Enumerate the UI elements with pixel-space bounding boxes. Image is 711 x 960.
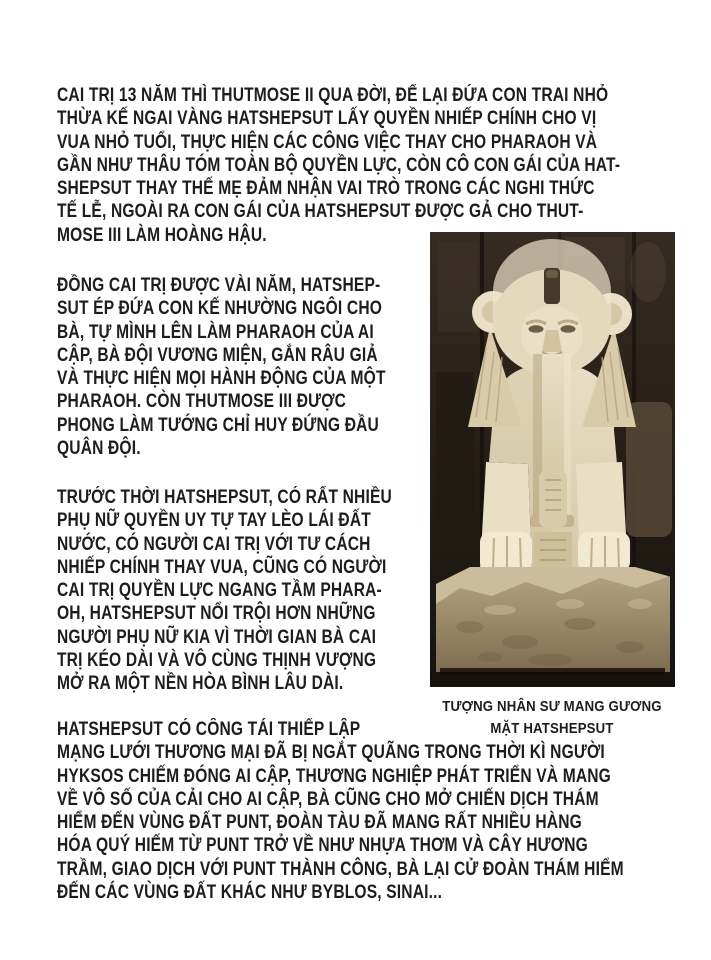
text-line: TẾ LỄ, NGOÀI RA CON GÁI CỦA HATSHEPSUT ĐƯỢC GẢ CHO THUT- bbox=[57, 201, 584, 223]
text-line: BÀ, TỰ MÌNH LÊN LÀM PHARAOH CỦA AI bbox=[57, 321, 374, 343]
text-line: MOSE III LÀM HOÀNG HẬU. bbox=[57, 224, 267, 246]
photo-caption bbox=[438, 696, 667, 739]
text-line: VUA NHỎ TUỔI, THỰC HIỆN CÁC CÔNG VIỆC THAY CHO PHARAOH VÀ bbox=[57, 131, 598, 153]
hatshepsut-sphinx-photo bbox=[430, 232, 675, 687]
text-line: MỞ RA MỘT NỀN HÒA BÌNH LÂU DÀI. bbox=[57, 673, 344, 695]
caption-line: TƯỢNG NHÂN SƯ MANG GƯƠNG bbox=[442, 698, 662, 715]
text-line: NƯỚC, CÓ NGƯỜI CAI TRỊ VỚI TƯ CÁCH bbox=[57, 533, 371, 555]
text-line: PHỤ NỮ QUYỀN UY TỰ TAY LÈO LÁI ĐẤT bbox=[57, 510, 371, 532]
text-line: ĐỒNG CAI TRỊ ĐƯỢC VÀI NĂM, HATSHEP- bbox=[57, 275, 381, 296]
text-line: OH, HATSHEPSUT NỔI TRỘI HƠN NHỮNG bbox=[57, 603, 376, 625]
paragraph-4 bbox=[57, 718, 624, 904]
paragraph-1 bbox=[57, 84, 620, 247]
text-line: CAI TRỊ 13 NĂM THÌ THUTMOSE II QUA ĐỜI, ĐỂ LẠI ĐỨA CON TRAI NHỎ bbox=[57, 85, 609, 106]
text-line: VỀ VÔ SỐ CỦA CẢI CHO AI CẬP, BÀ CŨNG CHO MỞ CHIẾN DỊCH THÁM bbox=[57, 788, 599, 810]
text-line: GẦN NHƯ THÂU TÓM TOÀN BỘ QUYỀN LỰC, CÒN CÔ CON GÁI CỦA HAT- bbox=[57, 154, 621, 176]
caption-line: MẶT HATSHEPSUT bbox=[490, 719, 614, 737]
text-line: SUT ÉP ĐỨA CON KẾ NHƯỜNG NGÔI CHO bbox=[57, 298, 383, 320]
text-line: PHARAOH. CÒN THUTMOSE III ĐƯỢC bbox=[57, 391, 347, 413]
text-line: NGƯỜI PHỤ NỮ KIA VÌ THỜI GIAN BÀ CAI bbox=[57, 626, 377, 648]
paragraph-3 bbox=[57, 486, 392, 696]
text-line: HATSHEPSUT CÓ CÔNG TÁI THIẾP LẬP bbox=[57, 719, 361, 740]
text-line: NHIẾP CHÍNH THAY VUA, CŨNG CÓ NGƯỜI bbox=[57, 556, 387, 578]
text-line: TRỊ KÉO DÀI VÀ VÔ CÙNG THỊNH VƯỢNG bbox=[57, 650, 377, 672]
text-line: QUÂN ĐỘI. bbox=[57, 438, 141, 460]
sphinx-photo-graphic bbox=[430, 232, 675, 687]
text-line: HÓA QUÝ HIẾM TỪ PUNT TRỞ VỀ NHƯ NHỰA THƠM VÀ CÂY HƯƠNG bbox=[57, 835, 588, 857]
text-line: VÀ THỰC HIỆN MỌI HÀNH ĐỘNG CỦA MỘT bbox=[57, 368, 386, 390]
paragraph-2 bbox=[57, 274, 386, 460]
text-line: PHONG LÀM TƯỚNG CHỈ HUY ĐỨNG ĐẦU bbox=[57, 414, 379, 436]
text-line: MẠNG LƯỚI THƯƠNG MẠI ĐÃ BỊ NGẮT QUÃNG TRONG THỜI KÌ NGƯỜI bbox=[57, 742, 605, 764]
text-line: HYKSOS CHIẾM ĐÓNG AI CẬP, THƯƠNG NGHIỆP PHÁT TRIỂN VÀ MANG bbox=[57, 765, 611, 787]
text-line: CẬP, BÀ ĐỘI VƯƠNG MIỆN, GẮN RÂU GIẢ bbox=[57, 344, 378, 366]
text-line: CAI TRỊ QUYỀN LỰC NGANG TẦM PHARA- bbox=[57, 580, 382, 602]
text-line: TRẦM, GIAO DỊCH VỚI PUNT THÀNH CÔNG, BÀ LẠI CỬ ĐOÀN THÁM HIỂM bbox=[57, 858, 624, 880]
text-line: THỪA KẾ NGAI VÀNG HATSHEPSUT LẤY QUYỀN NHIẾP CHÍNH CHO VỊ bbox=[57, 108, 597, 130]
text-line: SHEPSUT THAY THẾ MẸ ĐẢM NHẬN VAI TRÒ TRONG CÁC NGHI THỨC bbox=[57, 178, 595, 200]
text-line: TRƯỚC THỜI HATSHEPSUT, CÓ RẤT NHIỀU bbox=[57, 487, 392, 508]
text-line: HIỂM ĐẾN VÙNG ĐẤT PUNT, ĐOÀN TÀU ĐÃ MANG RẤT NHIỀU HÀNG bbox=[57, 812, 582, 834]
text-line: ĐẾN CÁC VÙNG ĐẤT KHÁC NHƯ BYBLOS, SINAI... bbox=[57, 882, 443, 904]
